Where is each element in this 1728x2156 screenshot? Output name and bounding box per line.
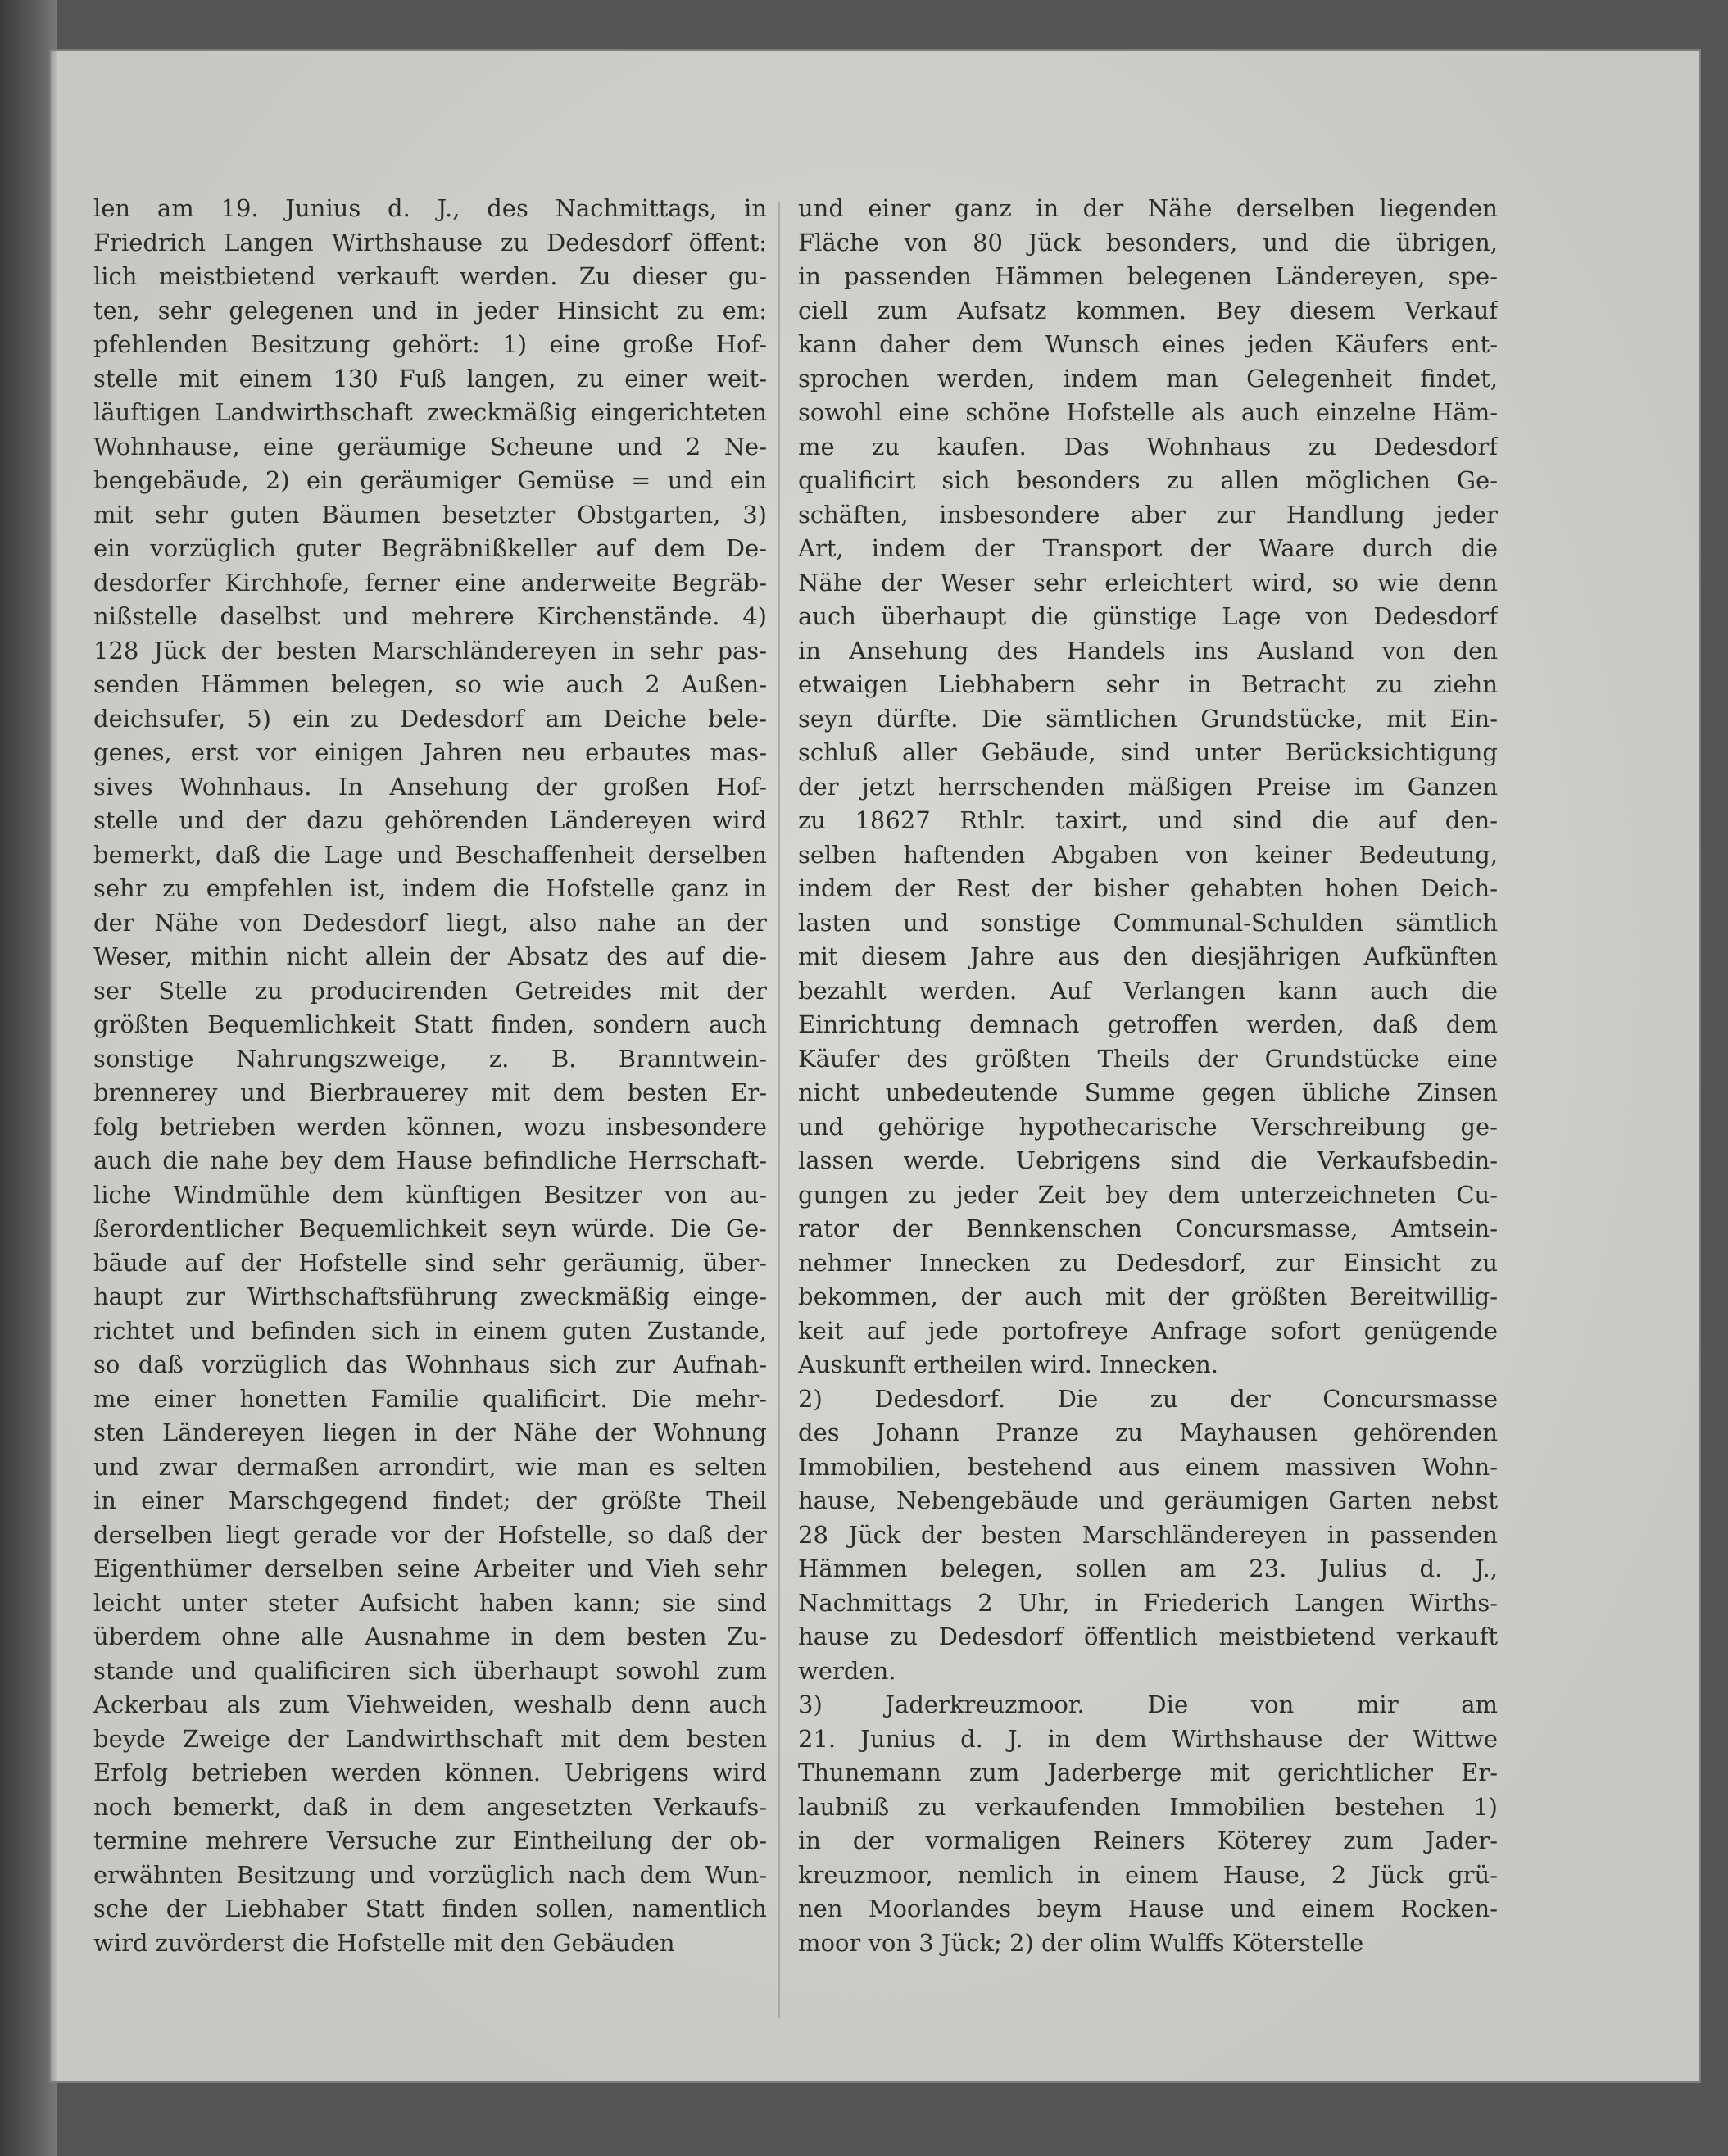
text-line: Auskunft ertheilen wird. Innecken. [798, 1350, 1218, 1378]
text-line: termine mehrere Versuche zur Eintheilung der ob- [93, 1827, 767, 1854]
text-line: Ackerbau als zum Viehweiden, weshalb denn auch [93, 1691, 767, 1718]
text-line: selben haftenden Abgaben von keiner Bedeutung, [798, 840, 1498, 869]
text-line: nißstelle daselbst und mehrere Kirchenstände. 4) [93, 602, 767, 630]
text-line: Erfolg betrieben werden können. Uebrigens wird [93, 1759, 767, 1786]
text-line: stelle mit einem 130 Fuß langen, zu einer weit- [93, 364, 767, 393]
text-line: rator der Bennkenschen Concursmasse, Amtsein- [798, 1214, 1498, 1242]
text-line: schluß aller Gebäude, sind unter Berücksichtigung [798, 738, 1498, 766]
page-binding-edge [51, 51, 59, 2081]
text-line: Nachmittags 2 Uhr, in Friederich Langen Wirths- [798, 1588, 1498, 1617]
text-line: beyde Zweige der Landwirthschaft mit dem besten [93, 1724, 767, 1753]
text-line: stelle und der dazu gehörenden Ländereyen wird [93, 806, 767, 834]
text-line: moor von 3 Jück; 2) der olim Wulffs Köterstelle [798, 1928, 1364, 1957]
text-line: überdem ohne alle Ausnahme in dem besten Zu- [93, 1623, 767, 1650]
text-line: werden. [798, 1656, 896, 1685]
text-line: bekommen, der auch mit der größten Bereitwillig- [798, 1282, 1498, 1310]
column-divider [778, 202, 780, 2018]
text-line: Nähe der Weser sehr erleichtert wird, so wie denn [798, 568, 1498, 597]
text-line: richtet und befinden sich in einem guten Zustande, [93, 1316, 767, 1345]
text-line: auch die nahe bey dem Hause befindliche Herrschaft- [93, 1146, 767, 1174]
text-line: me zu kaufen. Das Wohnhaus zu Dedesdorf [798, 432, 1498, 461]
text-line: sprochen werden, indem man Gelegenheit findet, [798, 364, 1498, 393]
text-line: indem der Rest der bisher gehabten hohen Deich- [798, 874, 1498, 902]
text-line: noch bemerkt, daß in dem angesetzten Verkaufs- [93, 1792, 767, 1821]
text-line: ein vorzüglich guter Begräbnißkeller auf dem De- [93, 534, 767, 562]
text-line: in Ansehung des Handels ins Ausland von den [798, 636, 1498, 665]
text-line: nen Moorlandes beym Hause und einem Rocken- [798, 1895, 1498, 1922]
text-line: sche der Liebhaber Statt finden sollen, namentlich [93, 1895, 767, 1922]
text-line: Art, indem der Transport der Waare durch die [798, 534, 1498, 562]
text-line: Käufer des größten Theils der Grundstücke eine [798, 1044, 1498, 1073]
scanner-background-edge [0, 0, 57, 2156]
text-line: seyn dürfte. Die sämtlichen Grundstücke, mit Ein- [798, 704, 1498, 733]
text-line: gungen zu jeder Zeit bey dem unterzeichneten Cu- [798, 1180, 1498, 1209]
text-line: und gehörige hypothecarische Verschreibung ge- [798, 1112, 1498, 1141]
text-line: sonstige Nahrungszweige, z. B. Branntwein- [93, 1044, 767, 1073]
text-line: der Nähe von Dedesdorf liegt, also nahe an der [93, 908, 767, 937]
text-line: derselben liegt gerade vor der Hofstelle, so daß der [93, 1520, 767, 1549]
text-line: Friedrich Langen Wirthshause zu Dedesdorf öffent: [93, 228, 767, 256]
text-line: ßerordentlicher Bequemlichkeit seyn würde. Die Ge- [93, 1214, 767, 1242]
text-line: bäude auf der Hofstelle sind sehr geräumig, über- [93, 1248, 767, 1277]
text-line: 128 Jück der besten Marschländereyen in sehr pas- [93, 636, 767, 665]
text-line: lasten und sonstige Communal-Schulden sämtlich [798, 908, 1498, 937]
text-line: Thunemann zum Jaderberge mit gerichtlicher Er- [798, 1759, 1498, 1786]
text-line: hause, Nebengebäude und geräumigen Garten nebst [798, 1487, 1498, 1514]
text-line: in passenden Hämmen belegenen Ländereyen, spe- [798, 262, 1498, 290]
text-line: haupt zur Wirthschaftsführung zweckmäßig einge- [93, 1282, 767, 1310]
text-line: desdorfer Kirchhofe, ferner eine anderweite Begräb- [93, 568, 767, 597]
text-line: 2) Dedesdorf. Die zu der Concursmasse [798, 1384, 1498, 1413]
left-text-column [93, 192, 767, 1960]
text-line: folg betrieben werden können, wozu insbesondere [93, 1112, 767, 1141]
text-line: bezahlt werden. Auf Verlangen kann auch die [798, 976, 1498, 1005]
text-line: mit diesem Jahre aus den diesjährigen Aufkünften [798, 942, 1498, 970]
text-line: lassen werde. Uebrigens sind die Verkaufsbedin- [798, 1146, 1498, 1174]
text-line: hause zu Dedesdorf öffentlich meistbietend verkauft [798, 1623, 1498, 1650]
text-line: sehr zu empfehlen ist, indem die Hofstelle ganz in [93, 874, 767, 902]
text-line: laubniß zu verkaufenden Immobilien bestehen 1) [798, 1792, 1498, 1821]
text-line: bengebäude, 2) ein geräumiger Gemüse = und ein [93, 466, 767, 494]
text-line: in einer Marschgegend findet; der größte Theil [93, 1487, 767, 1514]
text-line: kann daher dem Wunsch eines jeden Käufers ent- [798, 330, 1498, 358]
text-line: deichsufer, 5) ein zu Dedesdorf am Deiche bele- [93, 704, 767, 733]
text-line: bemerkt, daß die Lage und Beschaffenheit derselben [93, 840, 767, 869]
text-line: liche Windmühle dem künftigen Besitzer von au- [93, 1180, 767, 1209]
text-line: zu 18627 Rthlr. taxirt, und sind die auf den- [798, 806, 1498, 834]
text-line: sowohl eine schöne Hofstelle als auch einzelne Häm- [798, 398, 1498, 426]
text-line: Eigenthümer derselben seine Arbeiter und Vieh sehr [93, 1555, 767, 1582]
text-line: erwähnten Besitzung und vorzüglich nach dem Wun- [93, 1860, 767, 1889]
text-line: ciell zum Aufsatz kommen. Bey diesem Verkauf [798, 296, 1498, 325]
text-line: sten Ländereyen liegen in der Nähe der Wohnung [93, 1418, 767, 1446]
text-line: läuftigen Landwirthschaft zweckmäßig eingerichteten [93, 398, 767, 426]
text-line: des Johann Pranze zu Mayhausen gehörenden [798, 1418, 1498, 1446]
text-line: Weser, mithin nicht allein der Absatz des auf die- [93, 942, 767, 970]
text-line: 3) Jaderkreuzmoor. Die von mir am [798, 1691, 1498, 1718]
text-line: lich meistbietend verkauft werden. Zu dieser gu- [93, 262, 767, 290]
text-line: der jetzt herrschenden mäßigen Preise im Ganzen [798, 772, 1498, 801]
text-line: nehmer Innecken zu Dedesdorf, zur Einsicht zu [798, 1248, 1498, 1277]
text-line: 28 Jück der besten Marschländereyen in passenden [798, 1520, 1498, 1549]
text-line: genes, erst vor einigen Jahren neu erbautes mas- [93, 738, 767, 766]
text-line: stande und qualificiren sich überhaupt sowohl zum [93, 1656, 767, 1685]
text-line: in der vormaligen Reiners Köterey zum Jader- [798, 1827, 1498, 1854]
text-line: keit auf jede portofreye Anfrage sofort genügende [798, 1316, 1498, 1345]
text-line: etwaigen Liebhabern sehr in Betracht zu ziehn [798, 670, 1498, 698]
text-line: leicht unter steter Aufsicht haben kann; sie sind [93, 1588, 767, 1617]
text-line: ser Stelle zu producirenden Getreides mit der [93, 976, 767, 1005]
text-line: auch überhaupt die günstige Lage von Dedesdorf [798, 602, 1498, 630]
text-line: senden Hämmen belegen, so wie auch 2 Außen- [93, 670, 767, 698]
text-line: Hämmen belegen, sollen am 23. Julius d. J., [798, 1555, 1498, 1582]
text-line: wird zuvörderst die Hofstelle mit den Gebäuden [93, 1928, 675, 1957]
text-line: sives Wohnhaus. In Ansehung der großen Hof- [93, 772, 767, 801]
text-line: so daß vorzüglich das Wohnhaus sich zur Aufnah- [93, 1350, 767, 1378]
text-line: und einer ganz in der Nähe derselben liegenden [798, 194, 1498, 222]
text-line: ten, sehr gelegenen und in jeder Hinsicht zu em: [93, 296, 767, 325]
text-line: schäften, insbesondere aber zur Handlung jeder [798, 500, 1498, 529]
text-line: brennerey und Bierbrauerey mit dem besten Er- [93, 1078, 767, 1106]
text-line: qualificirt sich besonders zu allen möglichen Ge- [798, 466, 1498, 494]
text-line: Immobilien, bestehend aus einem massiven Wohn- [798, 1452, 1498, 1481]
text-line: me einer honetten Familie qualificirt. Die mehr- [93, 1384, 767, 1413]
text-line: und zwar dermaßen arrondirt, wie man es selten [93, 1452, 767, 1481]
text-line: mit sehr guten Bäumen besetzter Obstgarten, 3) [93, 500, 767, 529]
text-line: Wohnhause, eine geräumige Scheune und 2 Ne- [93, 432, 767, 461]
text-line: kreuzmoor, nemlich in einem Hause, 2 Jück grü- [798, 1860, 1498, 1889]
text-line: Fläche von 80 Jück besonders, und die übrigen, [798, 228, 1498, 256]
text-line: len am 19. Junius d. J., des Nachmittags, in [93, 194, 767, 222]
text-line: Einrichtung demnach getroffen werden, daß dem [798, 1010, 1498, 1038]
document-page [51, 51, 1699, 2081]
right-text-column [798, 192, 1498, 1960]
text-line: nicht unbedeutende Summe gegen übliche Zinsen [798, 1078, 1498, 1106]
text-line: 21. Junius d. J. in dem Wirthshause der Wittwe [798, 1724, 1498, 1753]
text-line: pfehlenden Besitzung gehört: 1) eine große Hof- [93, 330, 767, 358]
text-line: größten Bequemlichkeit Statt finden, sondern auch [93, 1010, 767, 1038]
